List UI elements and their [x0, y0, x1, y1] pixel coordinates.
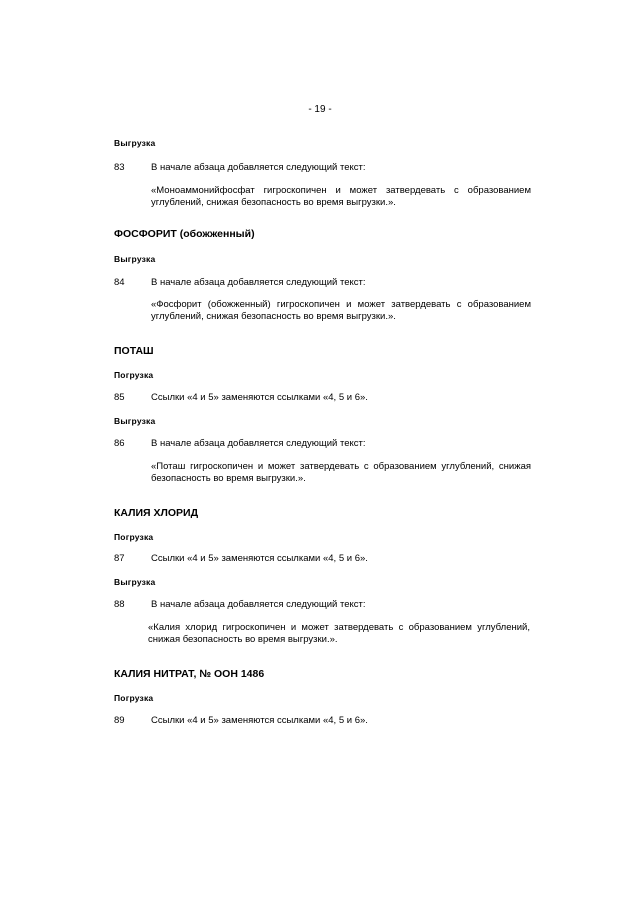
amendment-number: 87	[114, 553, 125, 564]
amendment-number: 85	[114, 392, 125, 403]
amendment-text: Ссылки «4 и 5» заменяются ссылками «4, 5 и 6».	[151, 715, 368, 726]
amendment-text: В начале абзаца добавляется следующий текст:	[151, 277, 366, 288]
amendment-quote: «Поташ гигроскопичен и может затвердевать с образованием углублений, снижая безопасность во время выгрузки.».	[151, 461, 531, 484]
amendment-text: В начале абзаца добавляется следующий текст:	[151, 599, 366, 610]
amendment-number: 84	[114, 277, 125, 288]
amendment-number: 83	[114, 162, 125, 173]
subheading-loading: Погрузка	[114, 532, 154, 542]
section-heading: ФОСФОРИТ (обожженный)	[114, 228, 255, 240]
section-heading: ПОТАШ	[114, 345, 154, 357]
amendment-text: Ссылки «4 и 5» заменяются ссылками «4, 5 и 6».	[151, 553, 368, 564]
amendment-text: В начале абзаца добавляется следующий текст:	[151, 162, 366, 173]
amendment-text: Ссылки «4 и 5» заменяются ссылками «4, 5 и 6».	[151, 392, 368, 403]
page-number: - 19 -	[308, 104, 332, 115]
amendment-number: 86	[114, 438, 125, 449]
subheading-unloading: Выгрузка	[114, 254, 156, 264]
amendment-quote: «Фосфорит (обожженный) гигроскопичен и может затвердевать с образованием углублений, снижая безопасность во время выгрузки.».	[151, 299, 531, 322]
section-heading: КАЛИЯ ХЛОРИД	[114, 507, 199, 519]
subheading-loading: Погрузка	[114, 693, 154, 703]
subheading-unloading: Выгрузка	[114, 577, 156, 587]
subheading-unloading: Выгрузка	[114, 138, 156, 148]
amendment-text: В начале абзаца добавляется следующий текст:	[151, 438, 366, 449]
subheading-loading: Погрузка	[114, 370, 154, 380]
amendment-quote: «Калия хлорид гигроскопичен и может затвердевать с образованием углублений, снижая безопасность во время выгрузки.».	[148, 622, 530, 645]
amendment-number: 88	[114, 599, 125, 610]
subheading-unloading: Выгрузка	[114, 416, 156, 426]
amendment-quote: «Моноаммонийфосфат гигроскопичен и может затвердевать с образованием углублений, снижая безопасность во время выгрузки.».	[151, 185, 531, 208]
section-heading: КАЛИЯ НИТРАТ, № ООН 1486	[114, 668, 265, 680]
amendment-number: 89	[114, 715, 125, 726]
